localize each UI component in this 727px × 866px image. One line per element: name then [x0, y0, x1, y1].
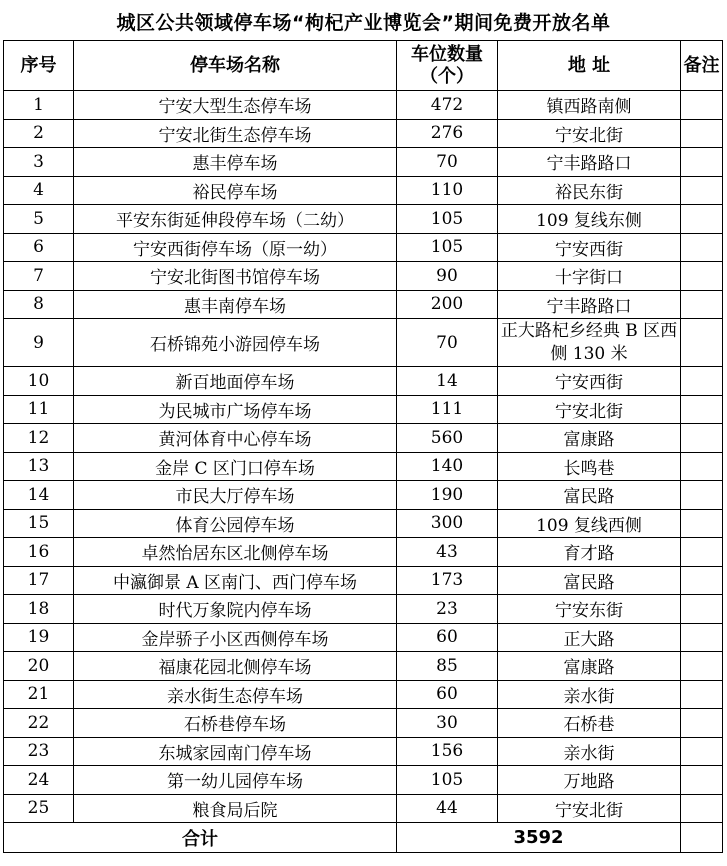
row-address: 万地路 — [498, 766, 681, 795]
row-parking-name: 亲水街生态停车场 — [74, 680, 397, 709]
row-space-count: 560 — [397, 424, 498, 453]
row-note — [681, 766, 723, 795]
row-parking-name: 中瀛御景 A 区南门、西门停车场 — [74, 566, 397, 595]
row-address: 育才路 — [498, 538, 681, 567]
document-title: 城区公共领域停车场“枸杞产业博览会”期间免费开放名单 — [116, 12, 611, 34]
header-note: 备注 — [681, 41, 723, 91]
row-index: 14 — [4, 481, 74, 510]
row-index: 13 — [4, 452, 74, 481]
row-space-count: 70 — [397, 319, 498, 367]
row-index: 16 — [4, 538, 74, 567]
row-note — [681, 262, 723, 291]
table-row — [4, 148, 723, 177]
row-note — [681, 424, 723, 453]
table-row — [4, 538, 723, 567]
row-space-count: 14 — [397, 367, 498, 396]
row-parking-name: 新百地面停车场 — [74, 367, 397, 396]
row-address: 正大路 — [498, 623, 681, 652]
table-row — [4, 452, 723, 481]
row-address: 宁丰路路口 — [498, 148, 681, 177]
row-space-count: 276 — [397, 119, 498, 148]
row-address: 正大路杞乡经典 B 区西侧 130 米 — [498, 319, 681, 367]
table-row — [4, 623, 723, 652]
row-parking-name: 福康花园北侧停车场 — [74, 652, 397, 681]
row-parking-name: 卓然怡居东区北侧停车场 — [74, 538, 397, 567]
row-space-count: 105 — [397, 766, 498, 795]
row-space-count: 110 — [397, 176, 498, 205]
row-parking-name: 宁安北街图书馆停车场 — [74, 262, 397, 291]
row-space-count: 190 — [397, 481, 498, 510]
parking-list-table — [3, 40, 723, 853]
row-space-count: 200 — [397, 290, 498, 319]
row-index: 2 — [4, 119, 74, 148]
row-address: 宁安北街 — [498, 794, 681, 823]
row-parking-name: 东城家园南门停车场 — [74, 737, 397, 766]
row-space-count: 60 — [397, 680, 498, 709]
row-address: 富民路 — [498, 566, 681, 595]
row-parking-name: 黄河体育中心停车场 — [74, 424, 397, 453]
table-row — [4, 319, 723, 367]
row-index: 7 — [4, 262, 74, 291]
header-spaces: 车位数量（个） — [397, 41, 498, 91]
row-index: 23 — [4, 737, 74, 766]
table-body — [4, 91, 723, 823]
row-address: 长鸣巷 — [498, 452, 681, 481]
row-note — [681, 509, 723, 538]
row-note — [681, 91, 723, 120]
table-row — [4, 205, 723, 234]
row-space-count: 60 — [397, 623, 498, 652]
header-index: 序号 — [4, 41, 74, 91]
row-note — [681, 233, 723, 262]
row-space-count: 30 — [397, 709, 498, 738]
row-index: 12 — [4, 424, 74, 453]
row-index: 6 — [4, 233, 74, 262]
row-space-count: 300 — [397, 509, 498, 538]
row-parking-name: 金岸骄子小区西侧停车场 — [74, 623, 397, 652]
row-index: 21 — [4, 680, 74, 709]
row-note — [681, 367, 723, 396]
header-name: 停车场名称 — [74, 41, 397, 91]
row-note — [681, 481, 723, 510]
row-index: 8 — [4, 290, 74, 319]
row-note — [681, 566, 723, 595]
total-note — [681, 823, 723, 853]
row-parking-name: 粮食局后院 — [74, 794, 397, 823]
row-address: 宁安西街 — [498, 367, 681, 396]
header-address: 地 址 — [498, 41, 681, 91]
row-parking-name: 平安东街延伸段停车场（二幼） — [74, 205, 397, 234]
row-parking-name: 石桥锦苑小游园停车场 — [74, 319, 397, 367]
row-note — [681, 652, 723, 681]
table-row — [4, 509, 723, 538]
row-parking-name: 金岸 C 区门口停车场 — [74, 452, 397, 481]
row-parking-name: 宁安西街停车场（原一幼） — [74, 233, 397, 262]
row-address: 富康路 — [498, 424, 681, 453]
table-row — [4, 395, 723, 424]
table-row — [4, 737, 723, 766]
row-address: 宁安北街 — [498, 119, 681, 148]
row-index: 4 — [4, 176, 74, 205]
row-parking-name: 裕民停车场 — [74, 176, 397, 205]
row-space-count: 105 — [397, 205, 498, 234]
row-parking-name: 石桥巷停车场 — [74, 709, 397, 738]
row-index: 1 — [4, 91, 74, 120]
total-row — [4, 823, 723, 853]
row-address: 十字街口 — [498, 262, 681, 291]
row-note — [681, 737, 723, 766]
row-note — [681, 176, 723, 205]
table-row — [4, 766, 723, 795]
table-row — [4, 233, 723, 262]
table-row — [4, 566, 723, 595]
row-space-count: 90 — [397, 262, 498, 291]
table-row — [4, 481, 723, 510]
row-note — [681, 205, 723, 234]
row-note — [681, 119, 723, 148]
row-address: 宁安北街 — [498, 395, 681, 424]
row-index: 9 — [4, 319, 74, 367]
row-address: 裕民东街 — [498, 176, 681, 205]
row-address: 石桥巷 — [498, 709, 681, 738]
row-address: 109 复线西侧 — [498, 509, 681, 538]
row-space-count: 105 — [397, 233, 498, 262]
row-index: 10 — [4, 367, 74, 396]
row-index: 11 — [4, 395, 74, 424]
row-note — [681, 709, 723, 738]
row-space-count: 70 — [397, 148, 498, 177]
row-index: 5 — [4, 205, 74, 234]
table-row — [4, 91, 723, 120]
header-row — [4, 41, 723, 91]
table-row — [4, 652, 723, 681]
row-index: 3 — [4, 148, 74, 177]
row-space-count: 44 — [397, 794, 498, 823]
row-parking-name: 宁安北街生态停车场 — [74, 119, 397, 148]
row-address: 亲水街 — [498, 680, 681, 709]
row-parking-name: 为民城市广场停车场 — [74, 395, 397, 424]
row-index: 18 — [4, 595, 74, 624]
row-note — [681, 538, 723, 567]
row-note — [681, 290, 723, 319]
row-note — [681, 319, 723, 367]
table-row — [4, 794, 723, 823]
row-parking-name: 时代万象院内停车场 — [74, 595, 397, 624]
row-parking-name: 惠丰南停车场 — [74, 290, 397, 319]
row-note — [681, 395, 723, 424]
row-note — [681, 623, 723, 652]
table-row — [4, 290, 723, 319]
table-row — [4, 424, 723, 453]
row-index: 15 — [4, 509, 74, 538]
row-space-count: 173 — [397, 566, 498, 595]
table-row — [4, 595, 723, 624]
row-space-count: 85 — [397, 652, 498, 681]
row-space-count: 43 — [397, 538, 498, 567]
table-row — [4, 262, 723, 291]
row-address: 109 复线东侧 — [498, 205, 681, 234]
table-row — [4, 119, 723, 148]
row-space-count: 156 — [397, 737, 498, 766]
row-parking-name: 市民大厅停车场 — [74, 481, 397, 510]
row-note — [681, 595, 723, 624]
row-parking-name: 宁安大型生态停车场 — [74, 91, 397, 120]
row-space-count: 472 — [397, 91, 498, 120]
row-address: 亲水街 — [498, 737, 681, 766]
row-parking-name: 体育公园停车场 — [74, 509, 397, 538]
row-index: 19 — [4, 623, 74, 652]
table-row — [4, 680, 723, 709]
row-index: 20 — [4, 652, 74, 681]
row-parking-name: 第一幼儿园停车场 — [74, 766, 397, 795]
total-label: 合计 — [4, 823, 397, 853]
row-address: 富康路 — [498, 652, 681, 681]
total-value: 3592 — [397, 823, 681, 853]
row-address: 富民路 — [498, 481, 681, 510]
row-parking-name: 惠丰停车场 — [74, 148, 397, 177]
row-note — [681, 452, 723, 481]
row-note — [681, 148, 723, 177]
row-space-count: 23 — [397, 595, 498, 624]
row-index: 22 — [4, 709, 74, 738]
row-index: 17 — [4, 566, 74, 595]
row-note — [681, 680, 723, 709]
row-address: 宁丰路路口 — [498, 290, 681, 319]
row-index: 25 — [4, 794, 74, 823]
table-row — [4, 367, 723, 396]
row-address: 宁安西街 — [498, 233, 681, 262]
row-note — [681, 794, 723, 823]
table-row — [4, 176, 723, 205]
row-address: 镇西路南侧 — [498, 91, 681, 120]
row-index: 24 — [4, 766, 74, 795]
row-space-count: 111 — [397, 395, 498, 424]
table-row — [4, 709, 723, 738]
row-space-count: 140 — [397, 452, 498, 481]
row-address: 宁安东街 — [498, 595, 681, 624]
